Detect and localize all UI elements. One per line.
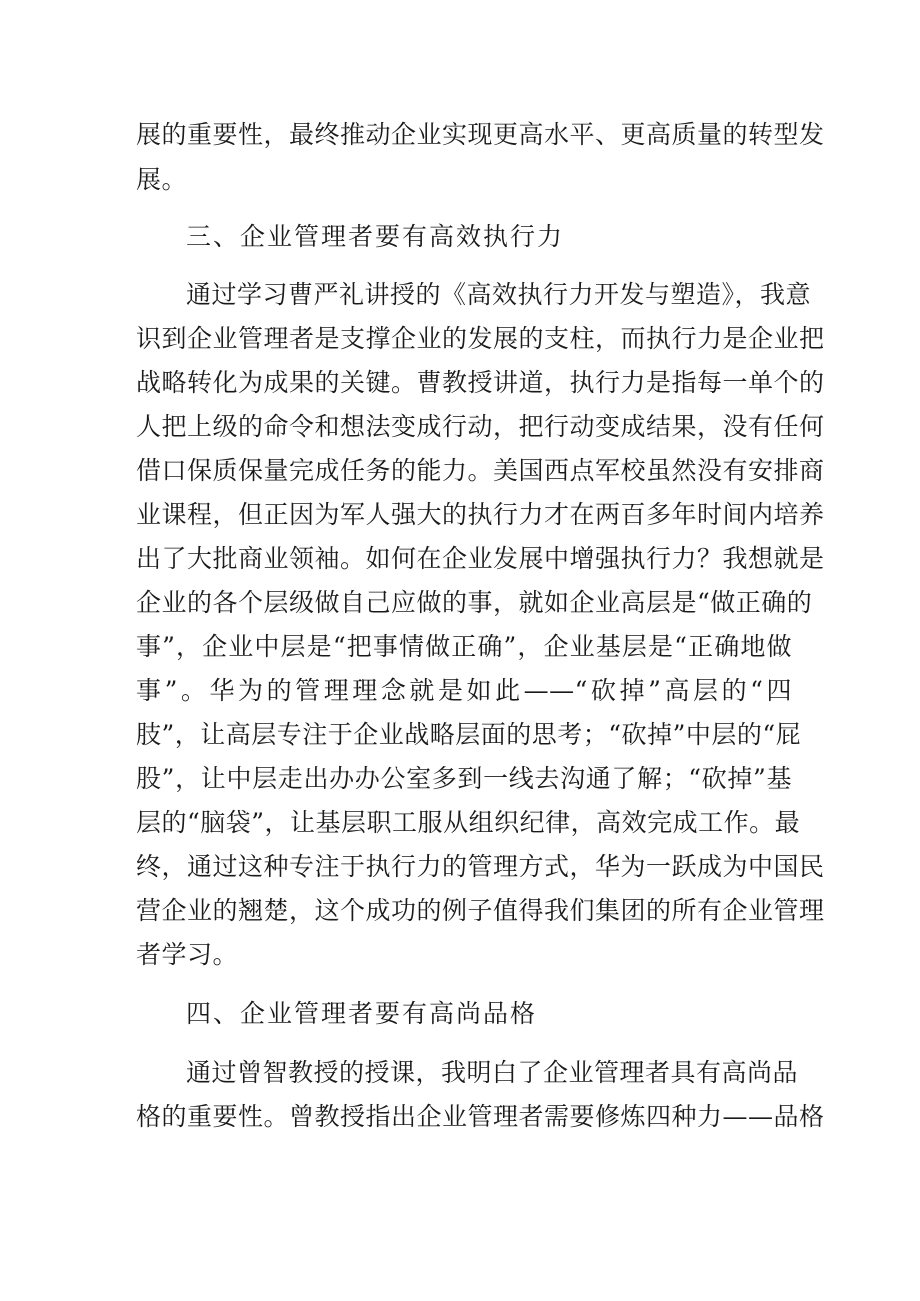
- section-three-line-5: 借口保质保量完成任务的能力。美国西点军校虽然没有安排商: [136, 456, 825, 485]
- section-three-line-1: 通过学习曹严礼讲授的《高效执行力开发与塑造》，我意: [186, 280, 812, 309]
- section-three-line-14: 终，通过这种专注于执行力的管理方式，华为一跃成为中国民: [136, 852, 825, 881]
- intro-line-1: 展的重要性，最终推动企业实现更高水平、更高质量的转型发: [136, 120, 825, 149]
- section-three-line-10: 事”。华为的管理理念就是如此——“砍掉”高层的“四: [136, 676, 792, 705]
- section-three-line-8: 企业的各个层级做自己应做的事，就如企业高层是“做正确的: [136, 588, 813, 617]
- section-four-line-2: 格的重要性。曾教授指出企业管理者需要修炼四种力——品格: [136, 1102, 825, 1131]
- section-three-line-13: 层的“脑袋”，让基层职工服从组织纪律，高效完成工作。最: [136, 808, 801, 837]
- section-three-line-7: 出了大批商业领袖。如何在企业发展中增强执行力？我想就是: [136, 544, 825, 573]
- section-three-line-3: 战略转化为成果的关键。曹教授讲道，执行力是指每一单个的: [136, 368, 825, 397]
- section-three-line-12: 股”，让中层走出办办公室多到一线去沟通了解；“砍掉”基: [136, 764, 792, 793]
- section-three-line-6: 业课程，但正因为军人强大的执行力才在两百多年时间内培养: [136, 500, 825, 529]
- intro-line-2: 展。: [136, 165, 188, 194]
- section-three-line-4: 人把上级的命令和想法变成行动，把行动变成结果，没有任何: [136, 412, 825, 441]
- section-three-heading: 三、企业管理者要有高效执行力: [186, 222, 565, 251]
- section-three-line-9: 事”，企业中层是“把事情做正确”，企业基层是“正确地做: [136, 632, 792, 661]
- section-four-heading: 四、企业管理者要有高尚品格: [186, 999, 538, 1028]
- section-three-line-2: 识到企业管理者是支撑企业的发展的支柱，而执行力是企业把: [136, 324, 825, 353]
- section-four-line-1: 通过曾智教授的授课，我明白了企业管理者具有高尚品: [186, 1058, 799, 1087]
- section-three-line-15: 营企业的翘楚，这个成功的例子值得我们集团的所有企业管理: [136, 896, 825, 925]
- section-three-line-11: 肢”，让高层专注于企业战略层面的思考；“砍掉”中层的“屁: [136, 720, 802, 749]
- section-three-line-16: 者学习。: [136, 940, 239, 969]
